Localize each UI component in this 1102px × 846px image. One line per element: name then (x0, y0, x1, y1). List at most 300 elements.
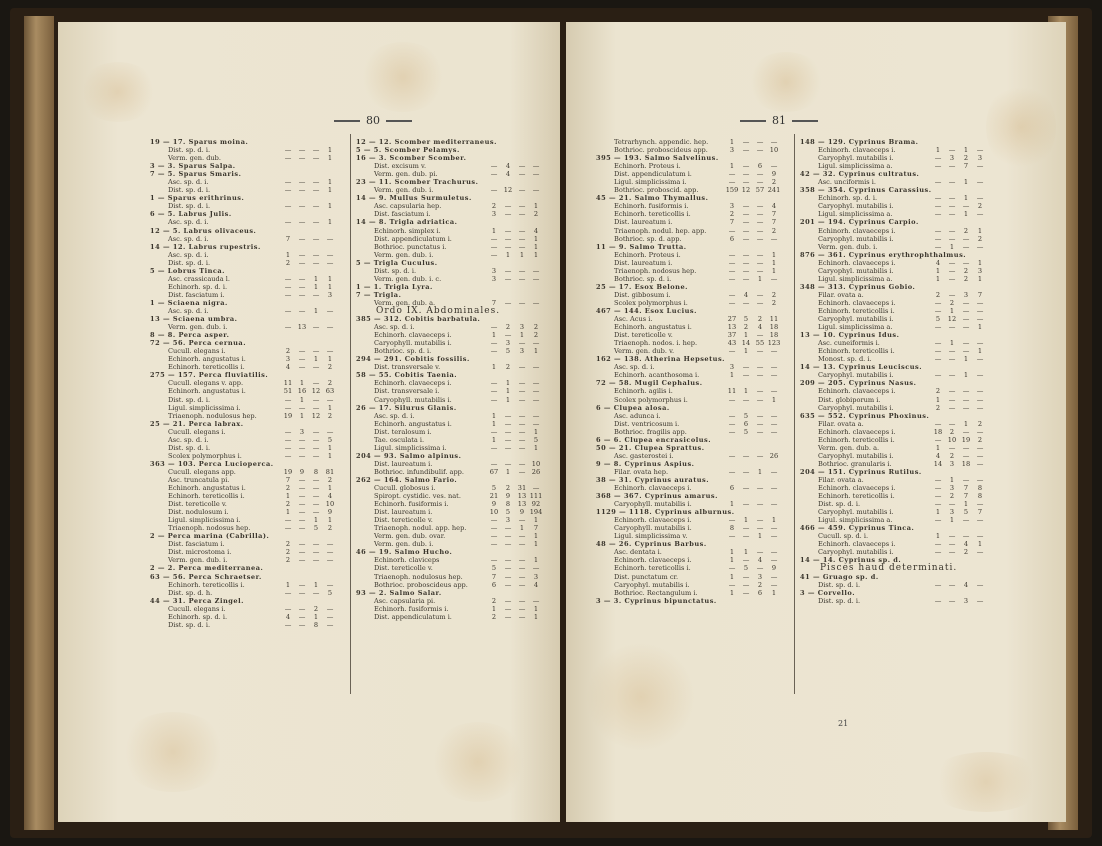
entry-count: 1 (327, 218, 333, 227)
entry-text: Caryophyl. mutabilis i. (614, 580, 690, 589)
entry-row (150, 396, 346, 404)
entry-count: 1 (285, 492, 291, 501)
entry-text: Dist. sp. d. i. (168, 443, 211, 452)
entry-count: 26 (769, 451, 779, 460)
entry-row (596, 363, 790, 371)
entry-count: 1 (327, 403, 333, 412)
entry-count: — (490, 347, 498, 356)
entry-count: 1 (729, 500, 735, 509)
entry-count: 7 (285, 234, 291, 243)
entry-count: — (948, 580, 956, 589)
entry-text: Asc. capsularia pi. (374, 596, 436, 605)
species-row (800, 564, 996, 572)
entry-row (356, 202, 552, 210)
entry-count: 4 (285, 612, 291, 621)
entry-count: 1 (771, 250, 777, 259)
entry-count: — (742, 258, 750, 267)
entry-row (356, 573, 552, 581)
entry-count: 2 (949, 427, 955, 436)
entry-row (150, 275, 346, 283)
entry-count: 6 (757, 162, 763, 171)
entry-row (800, 396, 996, 404)
entry-row (596, 500, 790, 508)
entry-text: Asc. sp. d. i. (374, 323, 415, 332)
entry-count: — (312, 234, 320, 243)
species-row (800, 331, 996, 339)
entry-row (800, 420, 996, 428)
entry-count: 1 (491, 419, 497, 428)
entry-row (596, 468, 790, 476)
entry-count: — (284, 443, 292, 452)
entry-count: — (742, 250, 750, 259)
entry-count: — (298, 516, 306, 525)
entry-text: Caryophyl. mutabilis i. (818, 451, 894, 460)
entry-row (596, 396, 790, 404)
entry-row (356, 444, 552, 452)
entry-count: — (948, 355, 956, 364)
entry-text: Asc. sp. d. i. (168, 234, 209, 243)
entry-count: — (770, 548, 778, 557)
entry-text: Ligul. simplicissima a. (818, 210, 893, 219)
entry-count: 1 (299, 379, 305, 388)
entry-count: 3 (505, 516, 511, 525)
entry-count: 5 (491, 564, 497, 573)
species-row (596, 492, 790, 500)
entry-text: Echinorh. acanthosoma i. (614, 371, 700, 380)
entry-count: — (948, 274, 956, 283)
entry-count: 1 (327, 178, 333, 187)
entry-count: — (962, 323, 970, 332)
entry-row (800, 291, 996, 299)
entry-text: Echinorh. clavaeceps i. (818, 226, 896, 235)
entry-count: — (518, 459, 526, 468)
entry-count: — (742, 178, 750, 187)
entry-count: — (326, 612, 334, 621)
entry-text: 72 — 58. Mugil Cephalus. (596, 379, 703, 388)
entry-count: 1 (963, 178, 969, 187)
species-row (356, 291, 552, 299)
column-rule-right (794, 134, 795, 694)
entry-count: — (312, 347, 320, 356)
entry-text: 8 — 8. Perca asper. (150, 331, 230, 340)
entry-count: 1 (313, 306, 319, 315)
entry-row (356, 162, 552, 170)
entry-count: — (976, 500, 984, 509)
entry-count: — (756, 138, 764, 146)
page-number-right (734, 114, 824, 127)
entry-row (150, 154, 346, 162)
entry-count: — (312, 556, 320, 565)
entry-text: Echinorh. tereticollis i. (818, 435, 895, 444)
entry-count: 1 (935, 508, 941, 517)
entry-row (800, 154, 996, 162)
entry-count: — (298, 146, 306, 155)
entry-count: — (518, 186, 526, 195)
entry-text: 3 — 3. Sparus Salpa. (150, 162, 236, 171)
entry-count: — (298, 435, 306, 444)
entry-count: — (532, 339, 540, 348)
species-row (356, 154, 552, 162)
entry-count: 1 (491, 331, 497, 340)
entry-count: — (490, 186, 498, 195)
entry-count: 1 (327, 274, 333, 283)
entry-count: 16 (297, 387, 307, 396)
entry-count: 3 (491, 210, 497, 219)
entry-row (596, 548, 790, 556)
entry-row (356, 468, 552, 476)
entry-text: 7 — Trigla. (356, 290, 402, 299)
entry-count: — (490, 234, 498, 243)
entry-count: — (518, 202, 526, 211)
entry-count: 1 (533, 250, 539, 259)
entry-text: Caryophyl. mutabilis i. (818, 508, 894, 517)
entry-text: Triaenoph. nodul. app. hep. (374, 524, 467, 533)
entry-text: Echinorh. tereticollis i. (168, 580, 245, 589)
entry-count: — (934, 154, 942, 163)
species-row (150, 564, 346, 572)
entry-count: — (284, 323, 292, 332)
entry-row (150, 621, 346, 629)
entry-text: Verm. gen. dub. ovar. (374, 532, 446, 541)
entry-row (800, 460, 996, 468)
entry-text: Triaenoph. nodosus hep. (168, 524, 251, 533)
entry-count: — (948, 146, 956, 155)
entry-text: Echinorh. tereticollis i. (818, 492, 895, 501)
entry-count: 8 (977, 484, 983, 493)
entry-count: 67 (489, 467, 499, 476)
entry-row (596, 275, 790, 283)
entry-count: — (298, 443, 306, 452)
entry-count: — (504, 331, 512, 340)
entry-text: Verm. gen. dub. i. (374, 250, 434, 259)
entry-row (150, 178, 346, 186)
species-row (150, 460, 346, 468)
entry-text: Caryophyl. mutabilis i. (818, 202, 894, 211)
entry-row (356, 387, 552, 395)
entry-text: 6 — 6. Clupea encrasicolus. (596, 435, 712, 444)
entry-row (596, 210, 790, 218)
entry-count: — (934, 355, 942, 364)
entry-text: 466 — 459. Cyprinus Tinca. (800, 524, 915, 533)
species-row (150, 420, 346, 428)
entry-count: 1 (327, 355, 333, 364)
entry-count: 10 (489, 508, 499, 517)
entry-count: 7 (963, 492, 969, 501)
entry-text: 13 — 10. Cyprinus Idus. (800, 331, 900, 340)
entry-count: — (298, 508, 306, 517)
entry-count: 2 (327, 363, 333, 372)
entry-text: Echinorh. clavaeceps i. (374, 379, 452, 388)
entry-text: Dist. laureatum i. (614, 258, 673, 267)
entry-text: Asc. Acus i. (614, 315, 653, 324)
entry-count: — (532, 419, 540, 428)
entry-count: — (728, 411, 736, 420)
entry-text: Echinorh. fusiformis i. (614, 202, 689, 211)
entry-count: — (532, 162, 540, 171)
entry-text: Echinorh. fusiformis i. (374, 500, 449, 509)
entry-row (356, 347, 552, 355)
entry-count: — (490, 170, 498, 179)
entry-count: 2 (313, 604, 319, 613)
entry-text: Asc. cuneiformis i. (818, 339, 880, 348)
entry-row (800, 428, 996, 436)
entry-count: 3 (285, 355, 291, 364)
species-row (150, 194, 346, 202)
entry-count: 1 (935, 146, 941, 155)
entry-count: — (518, 274, 526, 283)
entry-count: — (756, 210, 764, 219)
entry-text: 93 — 2. Salmo Salar. (356, 588, 442, 597)
entry-count: 2 (491, 612, 497, 621)
entry-row (150, 146, 346, 154)
entry-count: — (770, 411, 778, 420)
entry-row (150, 259, 346, 267)
entry-count: 1 (949, 475, 955, 484)
entry-count: 1 (327, 282, 333, 291)
entry-count: — (948, 258, 956, 267)
entry-text: Ligul. simplicissima i. (614, 178, 687, 187)
entry-count: — (490, 427, 498, 436)
book-spread (10, 8, 1092, 838)
entry-count: — (756, 548, 764, 557)
entry-row (596, 339, 790, 347)
entry-count: — (756, 524, 764, 533)
right-page (566, 22, 1066, 822)
entry-text: 13 — Sciaena umbra. (150, 315, 238, 324)
entry-count: 1 (327, 202, 333, 211)
entry-count: 1 (519, 524, 525, 533)
entry-count: 1 (963, 355, 969, 364)
entry-count: 57 (755, 186, 765, 195)
entry-count: 1 (533, 516, 539, 525)
entry-text: Dist. laureatum i. (374, 508, 433, 517)
entry-row (596, 162, 790, 170)
entry-text: Bothrioc. sp. d. app. (614, 234, 682, 243)
entry-row (800, 452, 996, 460)
entry-count: — (770, 419, 778, 428)
entry-count: — (728, 532, 736, 541)
entry-text: 3 — 3. Cyprinus bipunctatus. (596, 596, 717, 605)
entry-count: — (490, 395, 498, 404)
entry-count: — (326, 347, 334, 356)
entry-count: — (326, 258, 334, 267)
entry-row (356, 428, 552, 436)
entry-count: 3 (949, 508, 955, 517)
entry-count: — (976, 459, 984, 468)
entry-count: 8 (729, 524, 735, 533)
entry-count: — (518, 395, 526, 404)
entry-count: 1 (935, 274, 941, 283)
entry-count: — (934, 242, 942, 251)
entry-count: 2 (963, 154, 969, 163)
entry-row (800, 267, 996, 275)
entry-text: Dist. laureatum i. (374, 459, 433, 468)
entry-count: — (962, 347, 970, 356)
entry-row (150, 613, 346, 621)
entry-count: — (742, 266, 750, 275)
entry-count: — (284, 146, 292, 155)
entry-text: Ligul. simplicissima i. (168, 403, 241, 412)
entry-count: — (490, 443, 498, 452)
entry-count: 1 (743, 331, 749, 340)
entry-row (356, 508, 552, 516)
entry-count: — (298, 154, 306, 163)
species-row (596, 379, 790, 387)
species-row (800, 573, 996, 581)
entry-count: — (298, 258, 306, 267)
species-row (356, 283, 552, 291)
entry-row (596, 581, 790, 589)
entry-text: Dist. sp. d. h. (168, 588, 213, 597)
entry-count: 4 (533, 226, 539, 235)
entry-count: — (532, 298, 540, 307)
species-row (800, 363, 996, 371)
entry-count: — (948, 540, 956, 549)
entry-count: 1 (949, 339, 955, 348)
entry-text: Echinorh. angustatus i. (168, 355, 246, 364)
entry-text: 262 — 164. Salmo Fario. (356, 475, 458, 484)
entry-text: Verm. gen. dub. v. (614, 347, 675, 356)
entry-count: — (948, 178, 956, 187)
entry-count: 3 (729, 146, 735, 155)
entry-row (800, 194, 996, 202)
entry-row (800, 532, 996, 540)
entry-count: — (770, 162, 778, 171)
entry-text: Echinorh. tereticollis i. (168, 492, 245, 501)
entry-count: 3 (491, 266, 497, 275)
entry-count: — (756, 564, 764, 573)
entry-count: — (284, 604, 292, 613)
entry-count: — (504, 419, 512, 428)
entry-row (356, 339, 552, 347)
entry-count: 1 (949, 242, 955, 251)
entry-count: — (742, 234, 750, 243)
entry-count: 8 (313, 467, 319, 476)
entry-text: Echinorh. claviceps (374, 556, 440, 565)
entry-text: Bothrioc. punctatus i. (374, 242, 447, 251)
entry-count: 2 (743, 323, 749, 332)
entry-text: Filar. ovata a. (818, 475, 864, 484)
entry-row (356, 412, 552, 420)
entry-count: 2 (771, 226, 777, 235)
entry-count: — (518, 266, 526, 275)
entry-text: 204 — 151. Cyprinus Rutilus. (800, 467, 922, 476)
entry-count: — (518, 379, 526, 388)
entry-row (800, 508, 996, 516)
entry-count: 1 (533, 242, 539, 251)
entry-count: — (504, 459, 512, 468)
entry-count: 7 (491, 298, 497, 307)
entry-count: 1 (771, 395, 777, 404)
entry-count: — (490, 532, 498, 541)
entry-count: — (504, 411, 512, 420)
entry-count: 1 (935, 395, 941, 404)
entry-count: — (728, 419, 736, 428)
entry-count: — (756, 516, 764, 525)
entry-count: — (490, 516, 498, 525)
entry-row (800, 275, 996, 283)
entry-count: — (326, 395, 334, 404)
entry-row (800, 548, 996, 556)
entry-text: Asc. capsularia hep. (374, 202, 442, 211)
entry-text: 204 — 93. Salmo alpinus. (356, 451, 462, 460)
entry-count: 1 (327, 451, 333, 460)
entry-text: Scolex polymorphus i. (614, 298, 688, 307)
entry-text: Verm. gen. dub. a. (818, 443, 880, 452)
entry-count: — (284, 202, 292, 211)
entry-count: 2 (935, 290, 941, 299)
entry-count: 11 (727, 387, 737, 396)
entry-count: — (770, 274, 778, 283)
entry-row (356, 227, 552, 235)
entry-row (356, 243, 552, 251)
entry-count: — (504, 443, 512, 452)
entry-count: — (742, 572, 750, 581)
entry-count: — (284, 154, 292, 163)
entry-count: — (518, 387, 526, 396)
entry-row (800, 581, 996, 589)
entry-count: — (770, 484, 778, 493)
entry-count: — (934, 210, 942, 219)
species-row (356, 146, 552, 154)
entry-row (800, 299, 996, 307)
entry-count: — (298, 492, 306, 501)
entry-count: 3 (519, 323, 525, 332)
entry-text: Dist. sp. d. i. (168, 146, 211, 155)
entry-count: — (742, 138, 750, 146)
entry-row (596, 516, 790, 524)
entry-row (356, 186, 552, 194)
entry-text: 358 — 354. Cyprinus Carassius. (800, 186, 932, 195)
entry-text: Echinorh. sp. d. i. (168, 282, 228, 291)
species-row (150, 299, 346, 307)
entry-count: — (756, 290, 764, 299)
entry-count: 10 (325, 500, 335, 509)
entry-count: — (742, 395, 750, 404)
entry-count: 4 (285, 363, 291, 372)
entry-count: — (298, 403, 306, 412)
entry-count: — (532, 266, 540, 275)
entry-row (800, 387, 996, 395)
entry-count: — (312, 548, 320, 557)
entry-text: Dist. appendiculatum i. (614, 170, 692, 179)
entry-text: Echinorh. clavaeceps i. (614, 556, 692, 565)
entry-count: — (518, 516, 526, 525)
entry-count: 8 (977, 492, 983, 501)
entry-text: 42 — 32. Cyprinus cultratus. (800, 170, 920, 179)
entry-text: Bothrioc. sp. d. i. (374, 347, 432, 356)
species-row (150, 597, 346, 605)
entry-count: — (976, 306, 984, 315)
entry-count: 7 (977, 290, 983, 299)
entry-row (596, 267, 790, 275)
entry-count: 3 (729, 202, 735, 211)
entry-count: — (504, 572, 512, 581)
entry-count: — (770, 427, 778, 436)
page-number-left (328, 114, 418, 127)
entry-count: 1 (327, 186, 333, 195)
entry-row (150, 524, 346, 532)
entry-text: Scolex polymorphus i. (614, 395, 688, 404)
entry-count: — (284, 588, 292, 597)
entry-text: Caryophyl. mutabilis i. (818, 371, 894, 380)
entry-text: Echinorh. clavaeceps i. (818, 258, 896, 267)
entry-text: Bothrioc. fragilis app. (614, 427, 687, 436)
entry-count: — (326, 540, 334, 549)
entry-count: — (962, 306, 970, 315)
entry-row (596, 315, 790, 323)
entry-row (150, 186, 346, 194)
